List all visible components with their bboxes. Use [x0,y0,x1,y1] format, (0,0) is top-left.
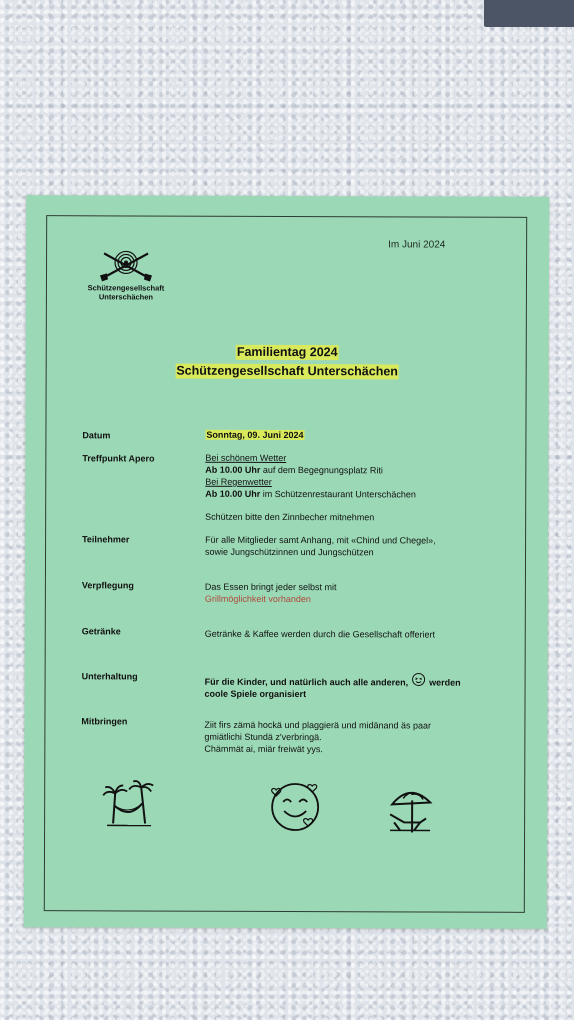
mitbringen-label: Mitbringen [81,716,128,727]
teilnehmer-label: Teilnehmer [82,534,130,545]
flyer-paper [24,195,550,929]
picture-frame-corner [484,0,574,27]
palm-hammock-icon [101,775,157,831]
getraenke-value: Getränke & Kaffee werden durch die Gesellschaft offeriert [204,628,436,640]
unterhaltung-line-2: coole Spiele organisiert [204,688,307,700]
mitbringen-line-2: gmiätlichi Stundä z'verbringä. [204,731,322,743]
mitbringen-line-1: Ziit firs zämä hockä und plaggierä und midänand äs paar [204,719,432,731]
title-line-2: Schützengesellschaft Unterschächen [176,363,398,379]
unterhaltung-label: Unterhaltung [81,671,138,682]
verpflegung-value [205,581,505,606]
beach-umbrella-icon [386,786,434,834]
club-logo [76,247,176,301]
smiley-hearts-icon [268,780,322,834]
title-line-1: Familientag 2024 [236,344,338,360]
logo-line-1: Schützengesellschaft [87,283,165,293]
weather-bad-detail: Ab 10.00 Uhr im Schützenrestaurant Unterschächen [205,488,416,500]
treffpunkt-label: Treffpunkt Apero [82,453,155,464]
event-date: Sonntag, 09. Juni 2024 [206,429,304,441]
teilnehmer-line-1: Für alle Mitglieder samt Anhang, mit «Chind und Chegel», [205,534,436,546]
verpflegung-label: Verpflegung [81,580,134,591]
event-title [26,342,549,382]
issue-date: Im Juni 2024 [388,239,446,251]
mitbringen-line-3: Chämmät ai, miär freiwät yys. [204,743,323,755]
weather-good-heading: Bei schönem Wetter [205,452,287,463]
datum-value [205,429,505,442]
verpflegung-line-1: Das Essen bringt jeder selbst mit [204,581,337,593]
unterhaltung-value [205,672,505,701]
crossed-rifles-target-icon [96,247,156,283]
mitbringen-value [204,719,504,756]
datum-label: Datum [82,430,111,441]
winking-smiley-icon [412,672,426,686]
weather-bad-heading: Bei Regenwetter [205,476,272,487]
teilnehmer-line-2: sowie Jungschützinnen und Jungschützen [205,546,374,558]
teilnehmer-value [205,534,505,559]
logo-line-2: Unterschächen [98,292,154,302]
weather-good-detail: Ab 10.00 Uhr auf dem Begegnungsplatz Riti [205,464,383,476]
zinnbecher-note: Schützen bitte den Zinnbecher mitnehmen [205,511,375,523]
treffpunkt-value [205,452,505,524]
unterhaltung-line-1: Für die Kinder, und natürlich auch alle anderen, werden [205,672,505,689]
getraenke-label: Getränke [81,626,121,637]
verpflegung-line-2: Grillmöglichkeit vorhanden [204,593,311,605]
